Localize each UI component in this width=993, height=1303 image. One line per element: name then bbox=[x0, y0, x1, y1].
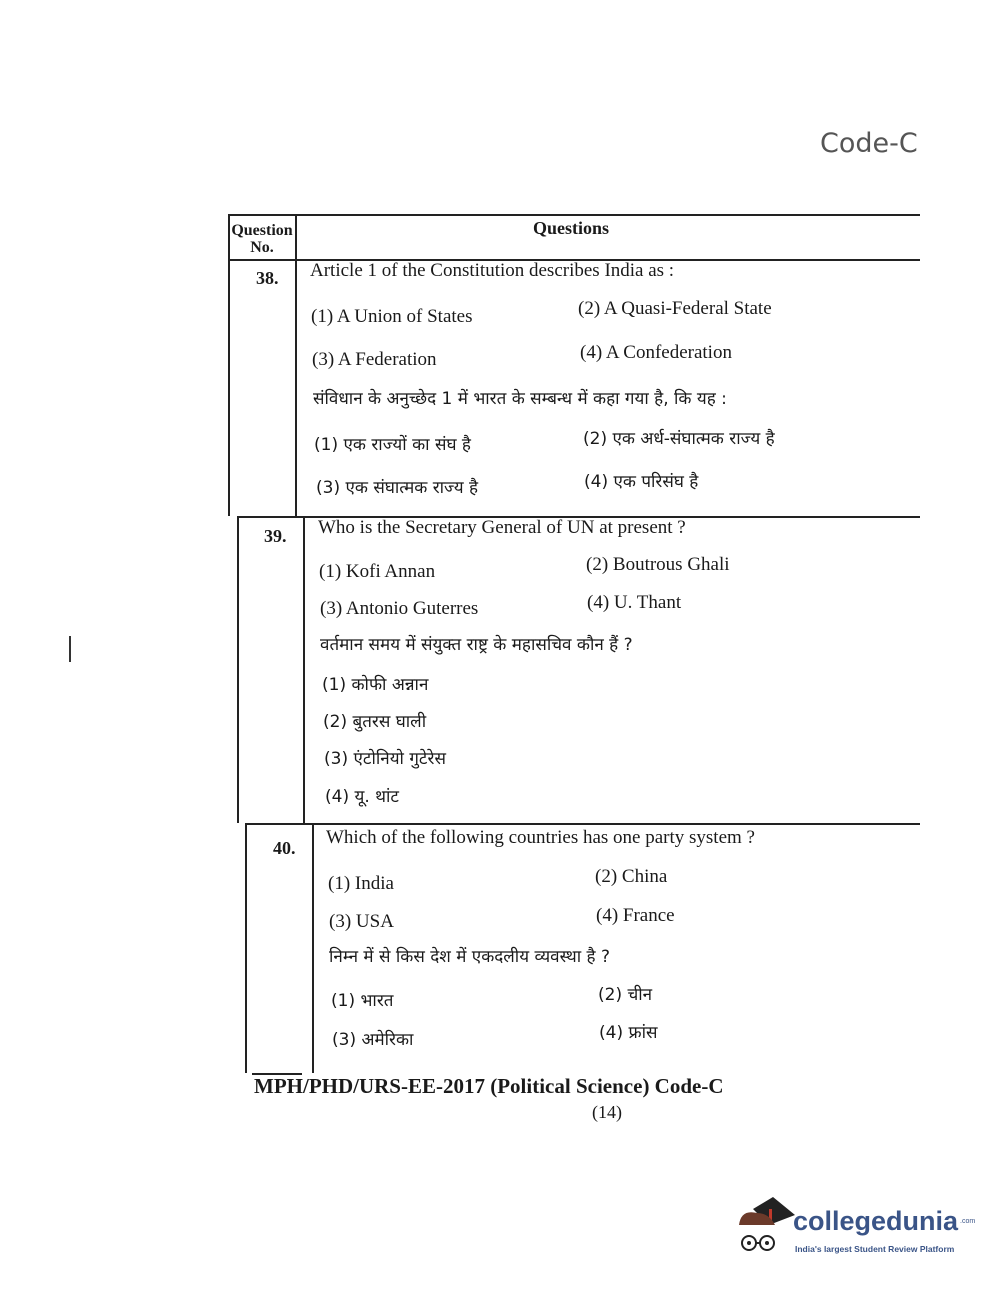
row-divider bbox=[245, 823, 920, 825]
option: (1) Kofi Annan bbox=[319, 561, 436, 582]
hindi-option: (2) एक अर्ध-संघात्मक राज्य है bbox=[583, 429, 775, 449]
hindi-option: (4) एक परिसंघ है bbox=[584, 472, 699, 492]
hindi-option: (1) भारत bbox=[331, 991, 394, 1011]
option: (3) A Federation bbox=[312, 349, 437, 370]
option: (2) Boutrous Ghali bbox=[586, 554, 730, 575]
option: (3) Antonio Guterres bbox=[320, 598, 479, 619]
question-number: 38. bbox=[256, 268, 279, 288]
column-divider bbox=[295, 214, 297, 516]
logo-wordmark bbox=[793, 1205, 975, 1237]
hindi-option: (2) चीन bbox=[598, 985, 653, 1005]
option: (4) A Confederation bbox=[580, 342, 732, 363]
option: (1) A Union of States bbox=[311, 306, 473, 327]
option: (1) India bbox=[328, 873, 394, 894]
option: (3) USA bbox=[329, 911, 394, 932]
hindi-option: (1) कोफी अन्नान bbox=[322, 675, 429, 695]
collegedunia-logo bbox=[735, 1195, 985, 1270]
option: (4) France bbox=[596, 905, 675, 926]
table-left-border bbox=[245, 823, 247, 1073]
hindi-question-text: वर्तमान समय में संयुक्त राष्ट्र के महासचिव कौन हैं ? bbox=[320, 635, 633, 655]
header-question-no: Question No. bbox=[231, 222, 293, 256]
footer-exam-code: MPH/PHD/URS-EE-2017 (Political Science) Code-C bbox=[254, 1074, 724, 1098]
question-text: Article 1 of the Constitution describes India as : bbox=[310, 260, 675, 281]
logo-name: collegedunia bbox=[793, 1206, 959, 1236]
hindi-question-text: संविधान के अनुच्छेद 1 में भारत के सम्बन्ध में कहा गया है, कि यह : bbox=[313, 389, 727, 409]
question-number: 39. bbox=[264, 526, 287, 546]
option: (2) A Quasi-Federal State bbox=[578, 298, 772, 319]
mascot-icon bbox=[735, 1195, 795, 1265]
option: (4) U. Thant bbox=[587, 592, 682, 613]
table-left-border bbox=[228, 214, 230, 516]
question-text: Who is the Secretary General of UN at present ? bbox=[318, 517, 686, 538]
question-number: 40. bbox=[273, 838, 296, 858]
hindi-option: (3) एंटोनियो गुटेरेस bbox=[324, 749, 446, 769]
code-label: Code-C bbox=[820, 128, 918, 159]
page-number: (14) bbox=[592, 1102, 622, 1122]
table-top-border bbox=[228, 214, 920, 216]
hindi-option: (4) यू. थांट bbox=[325, 787, 399, 807]
table-left-border bbox=[237, 516, 239, 823]
option: (2) China bbox=[595, 866, 668, 887]
logo-suffix: .com bbox=[960, 1218, 976, 1225]
column-divider bbox=[303, 516, 305, 823]
hindi-question-text: निम्न में से किस देश में एकदलीय व्यवस्था है ? bbox=[329, 947, 610, 967]
scan-mark bbox=[69, 636, 71, 662]
logo-tagline: India's largest Student Review Platform bbox=[795, 1244, 955, 1254]
hindi-option: (3) एक संघात्मक राज्य है bbox=[316, 478, 479, 498]
hindi-option: (1) एक राज्यों का संघ है bbox=[314, 435, 471, 455]
hindi-option: (4) फ्रांस bbox=[599, 1023, 658, 1043]
column-divider bbox=[312, 823, 314, 1073]
question-text: Which of the following countries has one party system ? bbox=[326, 827, 755, 848]
hindi-option: (3) अमेरिका bbox=[332, 1030, 414, 1050]
hindi-option: (2) बुतरस घाली bbox=[323, 712, 427, 732]
header-questions: Questions bbox=[533, 218, 610, 238]
